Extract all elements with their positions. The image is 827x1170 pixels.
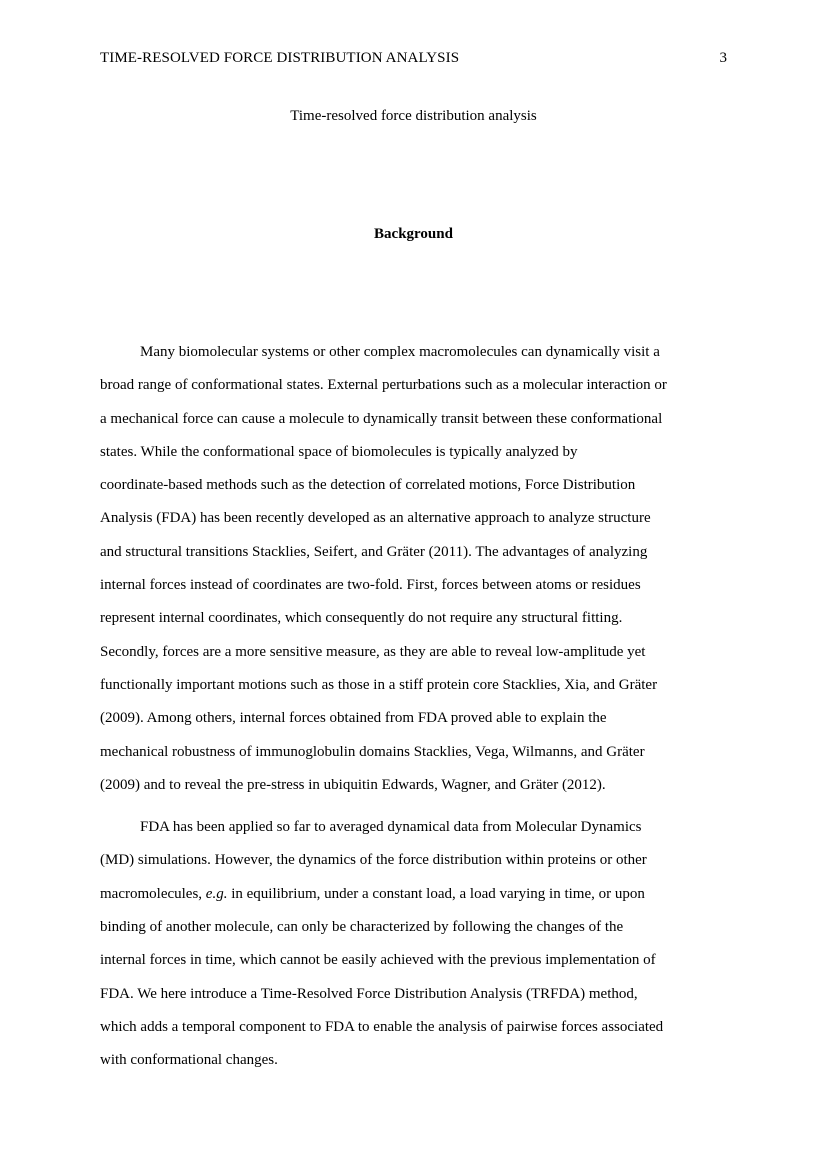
body-text: [100, 336, 728, 1087]
text-segment: in equilibrium, under a constant load, a load varying in time, or upon: [227, 885, 645, 902]
running-title: TIME-RESOLVED FORCE DISTRIBUTION ANALYSIS: [100, 50, 460, 66]
text-line: and structural transitions Stacklies, Seifert, and Gräter (2011). The advantages of analyzing: [100, 543, 648, 560]
paragraph-2: [100, 811, 728, 1077]
text-line: internal forces instead of coordinates are two-fold. First, forces between atoms or residues: [100, 577, 641, 594]
text-line: which adds a temporal component to FDA to enable the analysis of pairwise forces associated: [100, 1018, 664, 1035]
paragraph-1: [100, 336, 728, 802]
text-line: a mechanical force can cause a molecule to dynamically transit between these conformational: [100, 410, 663, 427]
running-head: [100, 48, 727, 68]
document-title: Time-resolved force distribution analysis: [290, 108, 537, 124]
text-line: (2009). Among others, internal forces obtained from FDA proved able to explain the: [100, 710, 607, 727]
page-number: 3: [719, 50, 727, 66]
text-line: FDA. We here introduce a Time-Resolved Force Distribution Analysis (TRFDA) method,: [100, 985, 638, 1002]
text-line: mechanical robustness of immunoglobulin domains Stacklies, Vega, Wilmanns, and Gräter: [100, 743, 645, 760]
text-segment: macromolecules,: [100, 885, 206, 902]
text-line: (2009) and to reveal the pre-stress in ubiquitin Edwards, Wagner, and Gräter (2012).: [100, 776, 606, 793]
text-line: binding of another molecule, can only be characterized by following the changes of the: [100, 919, 624, 936]
text-line: Analysis (FDA) has been recently developed as an alternative approach to analyze structure: [100, 510, 651, 527]
text-line: states. While the conformational space of biomolecules is typically analyzed by: [100, 443, 578, 460]
text-line: (MD) simulations. However, the dynamics of the force distribution within proteins or other: [100, 852, 647, 869]
text-line: Many biomolecular systems or other complex macromolecules can dynamically visit a: [140, 344, 660, 360]
text-line: coordinate-based methods such as the detection of correlated motions, Force Distribution: [100, 477, 636, 494]
text-line: functionally important motions such as those in a stiff protein core Stacklies, Xia, and Gräter: [100, 676, 658, 693]
text-line: broad range of conformational states. External perturbations such as a molecular interaction or: [100, 377, 667, 394]
text-line: with conformational changes.: [100, 1052, 278, 1069]
text-line: FDA has been applied so far to averaged dynamical data from Molecular Dynamics: [140, 819, 642, 836]
text-line: Secondly, forces are a more sensitive measure, as they are able to reveal low-amplitude yet: [100, 643, 646, 660]
italic-abbreviation: e.g.: [205, 885, 228, 902]
text-line: [100, 878, 728, 911]
text-line: internal forces in time, which cannot be easily achieved with the previous implementation of: [100, 952, 656, 969]
section-heading: Background: [374, 226, 453, 242]
text-line: represent internal coordinates, which consequently do not require any structural fitting.: [100, 610, 623, 627]
